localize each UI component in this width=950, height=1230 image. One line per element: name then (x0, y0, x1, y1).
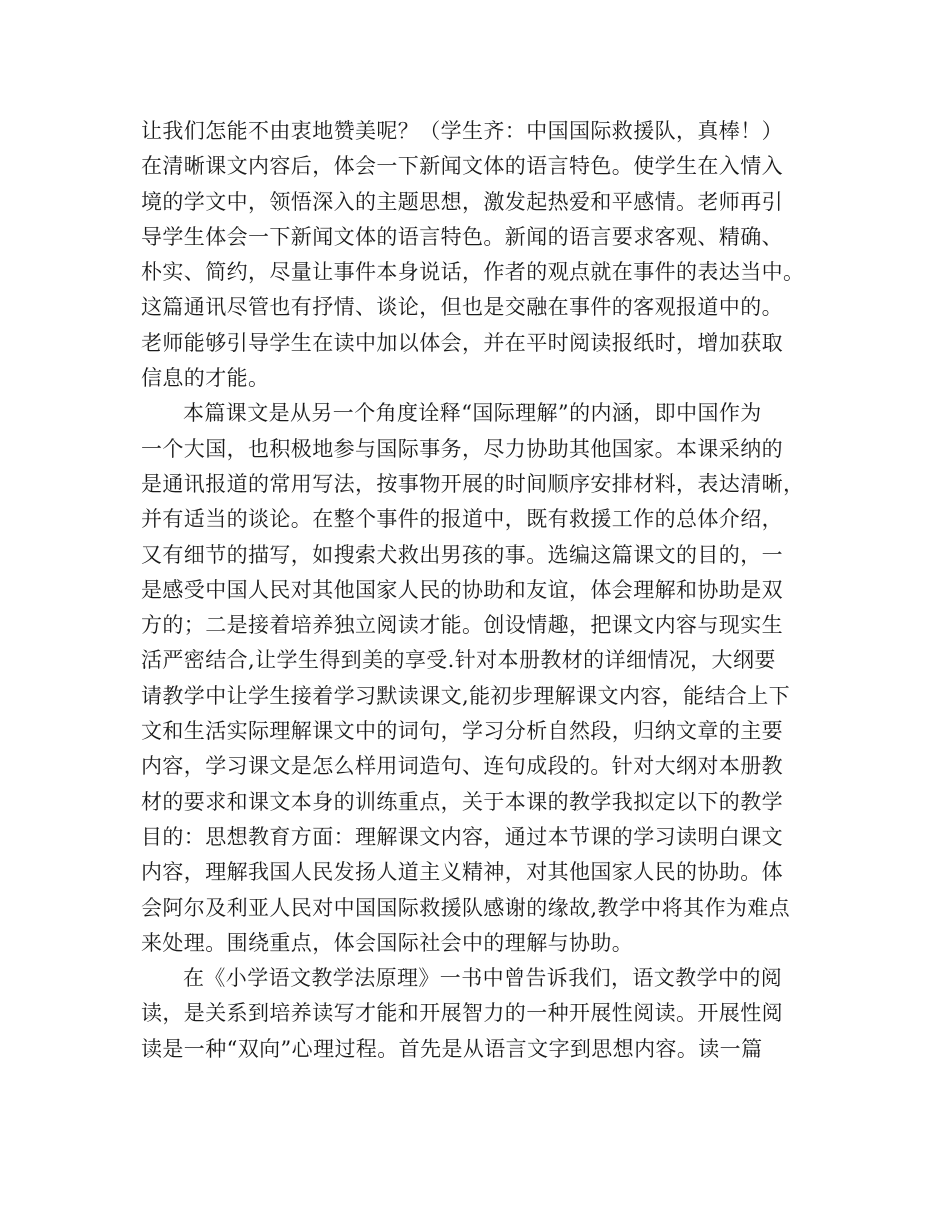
text-line: 来处理。围绕重点，体会国际社会中的理解与协助。 (141, 930, 634, 955)
text-line: 会阿尔及利亚人民对中国国际救援队感谢的缘故,教学中将其作为难点 (141, 895, 791, 920)
text-line: 目的：思想教育方面：理解课文内容，通过本节课的学习读明白课文 (141, 824, 783, 849)
text-line: 内容，学习课文是怎么样用词造句、连句成段的。针对大纲对本册教 (141, 754, 783, 779)
text-line: 信息的才能。 (141, 366, 270, 391)
paragraph-start-line: 本篇课文是从另一个角度诠释“国际理解”的内涵，即中国作为 (183, 401, 762, 426)
text-line: 一个大国，也积极地参与国际事务，尽力协助其他国家。本课采纳的 (141, 436, 783, 461)
text-line: 文和生活实际理解课文中的词句，学习分析自然段，归纳文章的主要 (141, 719, 783, 744)
text-line: 在清晰课文内容后，体会一下新闻文体的语言特色。使学生在入情入 (141, 154, 783, 179)
text-line: 材的要求和课文本身的训练重点，关于本课的教学我拟定以下的教学 (141, 789, 783, 814)
text-line: 朴实、简约，尽量让事件本身说话，作者的观点就在事件的表达当中。 (141, 260, 805, 285)
text-line: 内容，理解我国人民发扬人道主义精神，对其他国家人民的协助。体 (141, 860, 783, 885)
text-line: 境的学文中，领悟深入的主题思想，激发起热爱和平感情。老师再引 (141, 189, 783, 214)
text-line: 是感受中国人民对其他国家人民的协助和友谊，体会理解和协助是双 (141, 577, 783, 602)
text-line: 活严密结合,让学生得到美的享受.针对本册教材的详细情况，大纲要 (141, 648, 776, 673)
text-line: 又有细节的描写，如搜索犬救出男孩的事。选编这篇课文的目的，一 (141, 542, 783, 567)
body-text (141, 114, 831, 1067)
text-line: 读，是关系到培养读写才能和开展智力的一种开展性阅读。开展性阅 (141, 1001, 783, 1026)
text-line: 是通讯报道的常用写法，按事物开展的时间顺序安排材料，表达清晰， (141, 471, 805, 496)
text-line: 并有适当的谈论。在整个事件的报道中，既有救援工作的总体介绍， (141, 507, 783, 532)
text-line: 这篇通讯尽管也有抒情、谈论，但也是交融在事件的客观报道中的。 (141, 295, 783, 320)
text-line: 方的；二是接着培养独立阅读才能。创设情趣，把课文内容与现实生 (141, 613, 783, 638)
text-line: 请教学中让学生接着学习默读课文,能初步理解课文内容，能结合上下 (141, 683, 791, 708)
text-line: 老师能够引导学生在读中加以体会，并在平时阅读报纸时，增加获取 (141, 330, 783, 355)
paragraph-start-line: 在《小学语文教学法原理》一书中曾告诉我们，语文教学中的阅 (183, 966, 783, 991)
text-line: 导学生体会一下新闻文体的语言特色。新闻的语言要求客观、精确、 (141, 224, 783, 249)
text-line: 读是一种“双向”心理过程。首先是从语言文字到思想内容。读一篇 (141, 1036, 763, 1061)
text-line: 让我们怎能不由衷地赞美呢？（学生齐：中国国际救援队，真棒！） (141, 119, 783, 143)
